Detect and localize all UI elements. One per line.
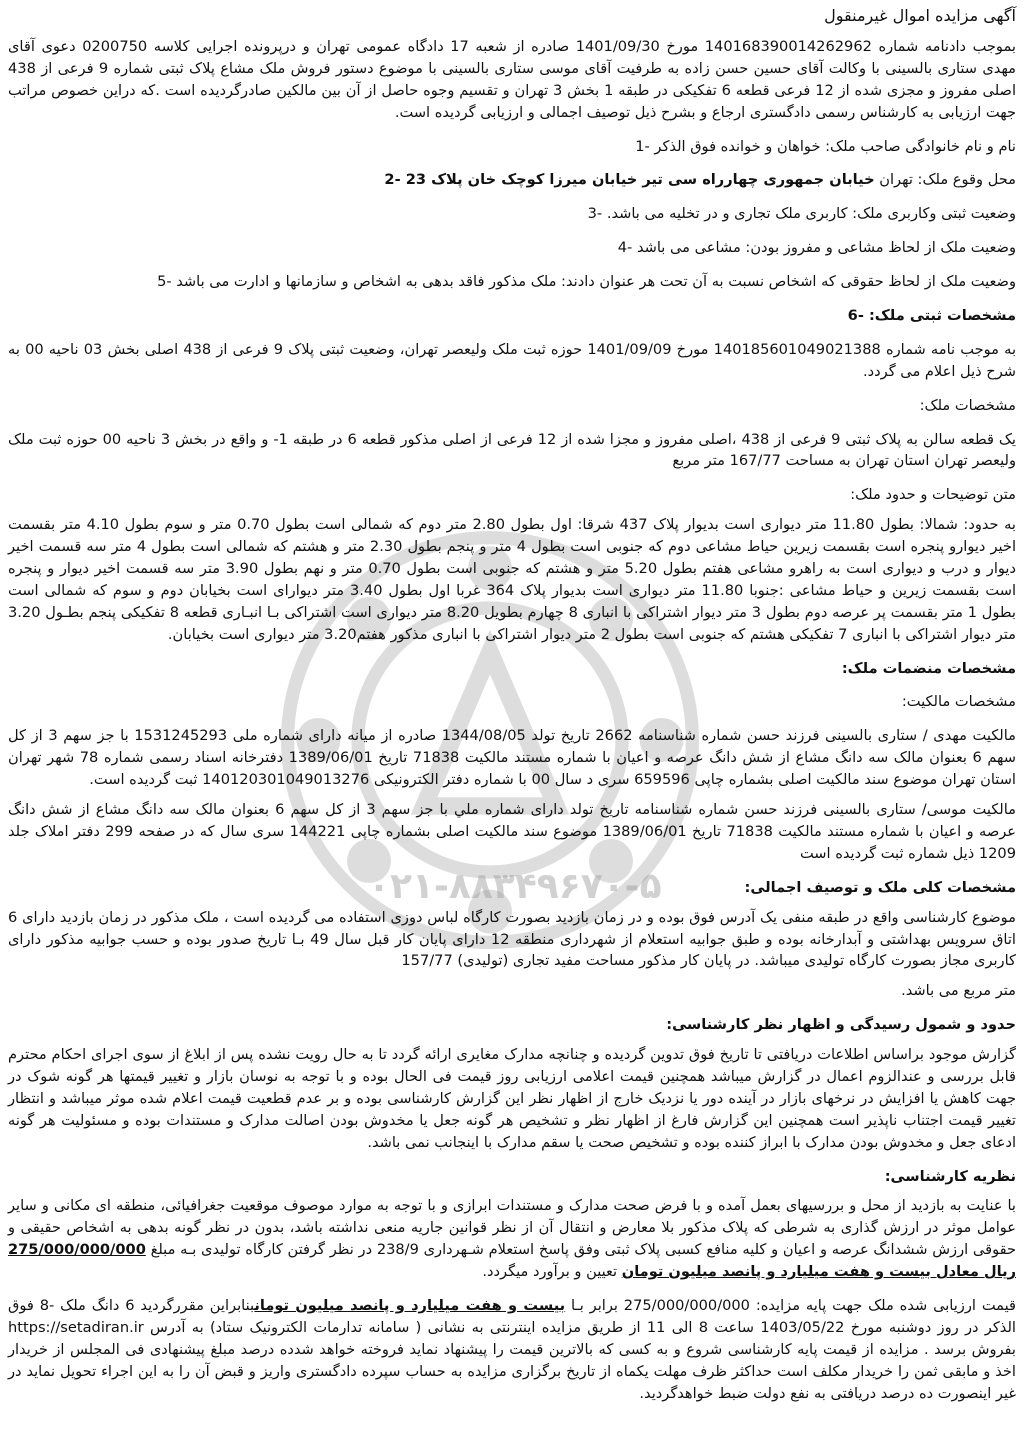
ownership-2: مالکیت موسی/ ستاری بالسینی فرزند حسن شماره شناسنامه تاریخ تولد دارای شماره ملي با جز سهم 3 از کل سهم 6 بعنوان مالک سه دانگ مشاع از شش دانگ عرصه و اعیان با شماره مستند مالکیت 71838 تاریخ 1389/06/01 موضوع سند مالکیت اصلی بشماره چاپی 144221 سری سال که در صفحه 299 دفتر املاک جلد 1209 ذیل شماره ثبت گردیده است	[8, 801, 1017, 862]
bounds-text: به حدود: شمالا: بطول 11.80 متر دیواری است بدیوار پلاک 437 شرقا: اول بطول 2.80 متر دوم که شمالی است بطول 0.70 متر و سوم بطول 4.10 متر بقسمت اخیر دیوارو پنجره است بقسمت زیرین حیاط مشاعی دوم که جنوبی است بطول 4 متر و پنجم بطول 2.30 متر و هشتم که شمالی است بطول 4 متر سه قسمت اخیر دیوار و درب و دیواری است به راهرو مشاعی هفتم بطول 5.20 متر و هشتم که جنوبی است بطول 0.70 متر و نهم بطول 3.90 متر سه قسمت اخیر دیوار و پنجره است بقسمت زیرین و حیاط مشاعی :جنوبا 11.80 متر دیواری است بدیوار پلاک 364 غربا اول بطول 3.40 متر دیوارای است بخیابان دوم و سوم که شمالی است بطول 1 متر بقسمت پر عرصه دوم بطول 3 متر دیوار اشتراکی با انباری 8 چهارم بطویل 8.20 متر دیواری است اشتراکی بـا انبـاری قطعه 8 تفکیکی پنجم بطـول 3.20 متر دیوار اشتراکی با انباری 7 تفکیکی هشتم که جنوبی است بطول 2 متر دیوار اشتراکی با انباری مذکور هفتم3.20 متر دیواری است بخیابان.	[8, 516, 1017, 643]
general-heading: مشخصات کلی ملک و توصیف اجمالی:	[744, 878, 1016, 896]
auction-notice	[8, 4, 1016, 1429]
annex-heading: مشخصات منضمات ملک:	[841, 659, 1016, 677]
item-8	[8, 1295, 1016, 1404]
notice-title: آگهی مزایده اموال غیرمنقول	[824, 6, 1016, 25]
opinion-tail: تعیین و برآورد میگردد.	[482, 1263, 622, 1281]
specs-heading: مشخصات ملک:	[919, 396, 1016, 414]
ownership-heading: مشخصات مالکیت:	[901, 693, 1016, 711]
ownership-1: مالکیت مهدی / ستاری بالسینی فرزند حسن شماره شناسنامه 2662 تاریخ تولد 1344/08/05 صادره از میانه دارای شماره ملی 1531245293 با جز سهم 3 از کل سهم 6 بعنوان مالک سه دانگ مشاع از شش دانگ عرصه و اعیان با شماره مستند مالکیت 71838 تاریخ 1389/06/01 دفترخانه اسناد رسمی شماره 78 شهر تهران استان تهران موضوع سند مالکیت اصلی بشماره چاپی 659596 سری د سال 00 با شماره دفتر الکترونیکی 140120301049013276 ثبت گردیده است.	[8, 727, 1016, 789]
item-2-address: خیابان جمهوری چهارراه سی تیر خیابان میرزا کوچک خان پلاک 23 -2	[384, 171, 875, 189]
section-6-text: به موجب نامه شماره 140185601049021388 مورخ 1401/09/09 حوزه ثبت ملک ولیعصر تهران، وضعیت ثبتی پلاک 9 فرعی از 438 اصلی بخش 03 ناحیه 00 به شرح ذیل اعلام می گردد.	[8, 340, 1017, 380]
item-8-amount-words: بیست و هفت میلیارد و پانصد میلیون تومان	[254, 1296, 566, 1314]
item-3: وضعیت ثبتی وکاربری ملک: کاربری ملک تجاری و در تخلیه می باشد. -3	[587, 205, 1016, 223]
item-5: وضعیت ملک از لحاظ حقوقی که اشخاص نسبت به آن تحت هر عنوان دادند: ملک مذکور فاقد بدهی به اشخاص و سازمانها و ادارت می باشد -5	[157, 273, 1016, 291]
opinion-body: با عنایت به بازدید از محل و بررسیهای بعمل آمده و با فرض صحت مدارک و مستندات ابرازی و با توجه به موارد موصوف موقعیت جغرافیائی، منطقه ای مکانی و سایر عوامل موثر در ارزش گذاری به شرطی که پلاک مذکور بلا معارض و انتقال آن از نظر قوانین جاریه منعی نداشته باشد، بدون در نظر گونه بدهی به اشخاص حقیقی و حقوقی ارزش ششدانگ عرصه و اعیان و کلیه منافع کسبی پلاک ثبتی وفق پاسخ استعلام شـهرداری 238/9 در نظر گرفتن کارگاه تولیدی بـه مبلغ	[8, 1197, 1017, 1259]
item-8-lead: قیمت ارزیابی شده ملک جهت پایه مزایده: 275/000/000/000 برابر بـا	[565, 1296, 1016, 1314]
scope-heading: حدود و شمول رسیدگی و اظهار نظر کارشناسی:	[666, 1016, 1016, 1034]
specs-text: یک قطعه سالن به پلاک ثبتی 9 فرعی از 438 ،اصلی مفروز و مجزا شده از 12 فرعی از اصلی مذکور قطعه 6 در طبقه 1- و واقع در بخش 3 ناحیه 00 حوزه ثبت ملک ولیعصر تهران استان تهران به مساحت 167/77 متر مربع	[8, 430, 1016, 470]
item-2	[8, 169, 1016, 191]
item-8-body: بنابراین مقررگردید 6 دانگ ملک -8 فوق الذکر در روز دوشنبه مورخ 1403/05/22 ساعت 8 الی 11 از طریق مزایده اینترنتی به نشانی ( سامانه تدارمات الکترونیک ستاد) به آدرس https://setadiran.ir بفروش برسد . مزایده از قیمت پایه کارشناسی شروع و به کسی که بالاترین قیمت را پیشنهاد نماید فروخته خواهد شدده درصد مبلغ پیشنهادی فی المجلس از خریدار اخذ و مابقی ثمن را خریدار مکلف است حداکثر ظرف مهلت یکماه از تاریخ برگزاری مزایده به حساب سپرده دادگستری واریز و قبض آن را به این اجراء تحویل نماید در غیر اینصورت ده درصد دریافتی به نفع دولت ضبط خواهدگردید.	[8, 1296, 1016, 1402]
item-1: نام و نام خانوادگی صاحب ملک: خواهان و خوانده فوق الذکر -1	[635, 137, 1016, 155]
opinion-amount: 275/000/000/000 ریال معادل بیست و هفت میلیارد و پانصد میلیون تومان	[8, 1241, 1016, 1281]
watermark-phone: ۰۲۱-۸۸۳۴۹۶۷۰-۵	[368, 866, 662, 907]
opinion-heading: نظریه کارشناسی:	[884, 1167, 1016, 1185]
item-4: وضعیت ملک از لحاظ مشاعی و مفروز بودن: مشاعی می باشد -4	[617, 239, 1016, 257]
general-text: موضوع کارشناسی واقع در طبقه منفی یک آدرس فوق بوده و در زمان بازدید بصورت کارگاه لباس دوزی استفاده می گردیده است ، ملک مذکور در زمان بازدید دارای 6 اتاق سرویس بهداشتی و آبدارخانه بوده و طبق جوابیه استعلام از شهرداری منطقه 12 دارای پایان کار قبل سال 49 بـا تاریخ صدور بوده و حسب جوابیه مذکور دارای کاربری مجاز بصورت کارگاه تولیدی میباشد. در پایان کار مذکور مساحت مفید تجاری (تولیدی) 157/77	[8, 908, 1016, 970]
scope-text: گزارش موجود براساس اطلاعات دریافتی تا تاریخ فوق تدوین گردیده و چنانچه مدارک مغایری ارائه گردد تا به حال رویت نشده پس از ابلاغ از سوی اجرای احکام محترم قابل بررسی و عندالزوم اعمال در گزارش میباشد همچنین قیمت اعلامی ارزیابی روز قیمت فی الحال بوده و با توجه به نوسان بازار و تغییر قیمتها هر گونه شوک در جهت کاهش یا افزایش در نرخهای بازار در آینده دور یا نزدیک خارج از اظهار نظر این گزارش کارشناسی بوده و بر عدم قطعیت قیمت اعلام شده موثر میباشد و انتظار تغییر قیمت اجتناب ناپذیر است همچنین این گزارش فارغ از اظهار نظر و تشخیص هر گونه جعل یا مخدوش بودن اصالت مدارک و مستندات بوده و مسئولیت هر گونه ادعای جعل و مخدوش بودن مدارک با ابراز کننده بوده و تشخیص صحت یا سقم مدارک با اینجانب نمی باشد.	[8, 1046, 1016, 1151]
section-6-heading: مشخصات ثبتی ملک: -6	[847, 307, 1016, 325]
item-2-prefix: محل وقوع ملک: تهران	[874, 171, 1016, 189]
intro-paragraph: بموجب دادنامه شماره 140168390014262962 مورخ 1401/09/30 صادره از شعبه 17 دادگاه عمومی تهران و درپرونده اجرایی کلاسه 0200750 دعوی آقای مهدی ستاری بالسینی با وکالت آقای حسین حسن زاده به طرفیت آقای موسی ستاری بالسینی با موضوع دستور فروش ملک مشاع پلاک ثبتی شماره 9 فرعی از 438 اصلی مفروز و مجزی شده از 12 فرعی قطعه 6 تفکیکی در طبقه 1 بخش 3 تهران و تقسیم وجوه حاصل از آن بین مالکین صادرگردیده است .که دراین خصوص مراتب جهت ارزیابی به کارشناس رسمی دادگستری ارجاع و بشرح ذیل توصیف اجمالی و ارزیابی گردیده است.	[8, 38, 1016, 121]
bounds-heading: متن توضیحات و حدود ملک:	[850, 486, 1016, 504]
opinion-text	[8, 1195, 1016, 1283]
general-text-tail: متر مربع می باشد.	[901, 982, 1016, 1000]
